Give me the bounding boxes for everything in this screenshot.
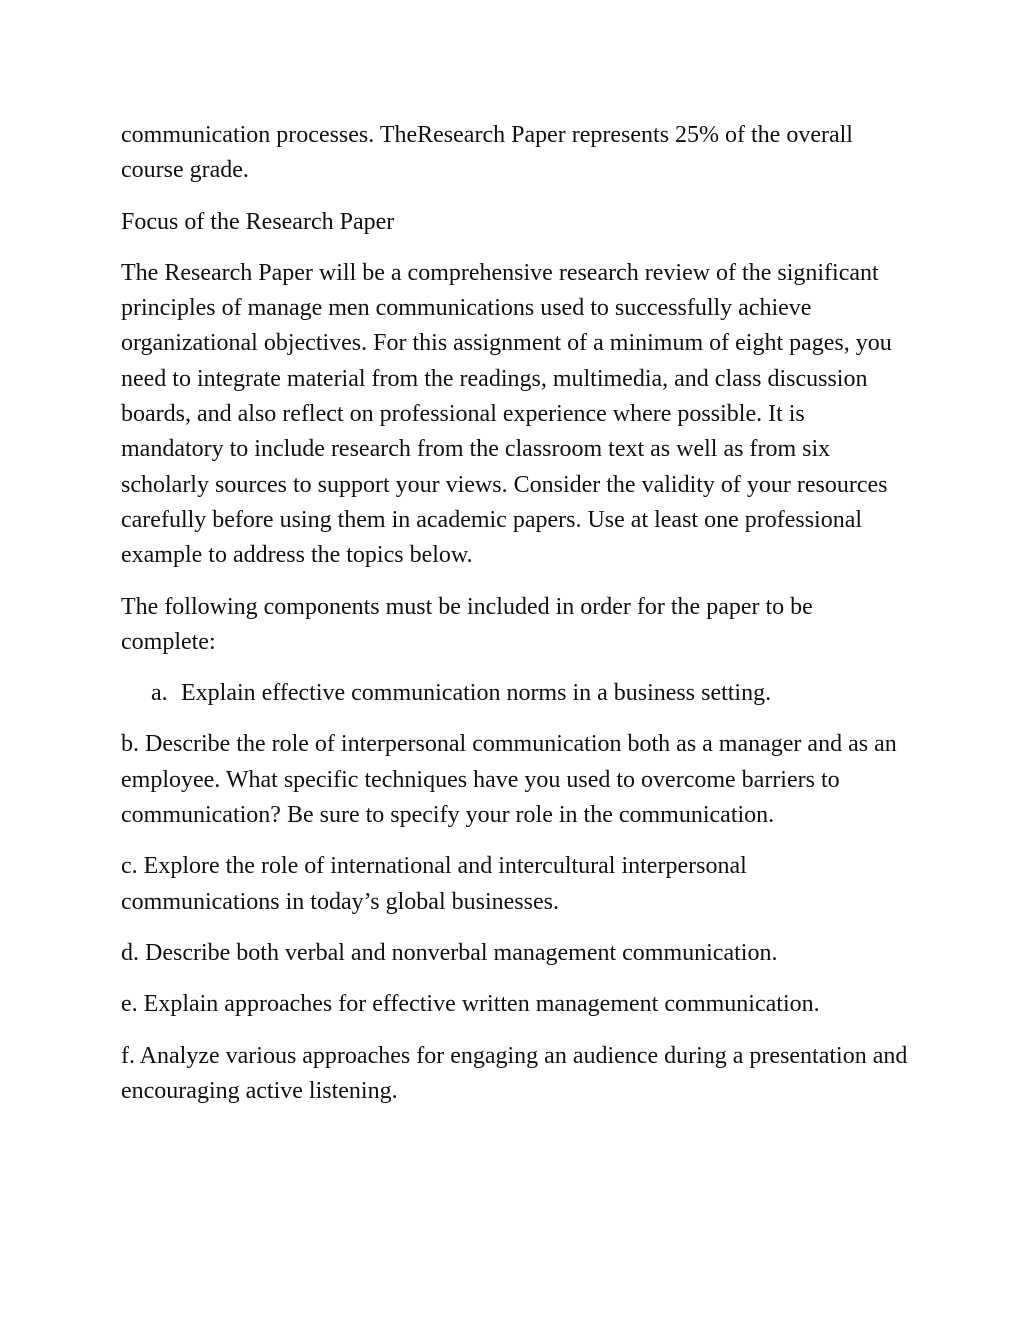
list-item-b: b. Describe the role of interpersonal communication both as a manager and as an employee. What specific techniques have you used to overcome barriers to communication? Be sure to specify your role in the communication.: [121, 731, 897, 829]
list-item-d: d. Describe both verbal and nonverbal management communication.: [121, 939, 778, 966]
list-marker-a: a.: [151, 680, 168, 707]
list-item-c: c. Explore the role of international and intercultural interpersonal communications in today’s global businesses.: [121, 853, 747, 915]
components-intro: The following components must be included in order for the paper to be complete:: [121, 593, 813, 655]
list-text-a: Explain effective communication norms in a business setting.: [181, 680, 772, 707]
intro-paragraph: communication processes. TheResearch Paper represents 25% of the overall course grade.: [121, 122, 853, 184]
body-paragraph: The Research Paper will be a comprehensive research review of the significant principles of manage men communications used to successfully achieve organizational objectives. For this assignment of a minimum of eight pages, you need to integrate material from the readings, multimedia, and class discussion boards, and also reflect on professional experience where possible. It is mandatory to include research from the classroom text as well as from six scholarly sources to support your views. Consider the validity of your resources carefully before using them in academic papers. Use at least one professional example to address the topics below.: [121, 259, 892, 569]
document-page: [121, 118, 911, 1125]
section-heading: Focus of the Research Paper: [121, 208, 395, 235]
list-item-a: [121, 676, 911, 711]
list-item-e: e. Explain approaches for effective written management communication.: [121, 991, 820, 1018]
list-item-f: f. Analyze various approaches for engaging an audience during a presentation and encouraging active listening.: [121, 1042, 908, 1104]
